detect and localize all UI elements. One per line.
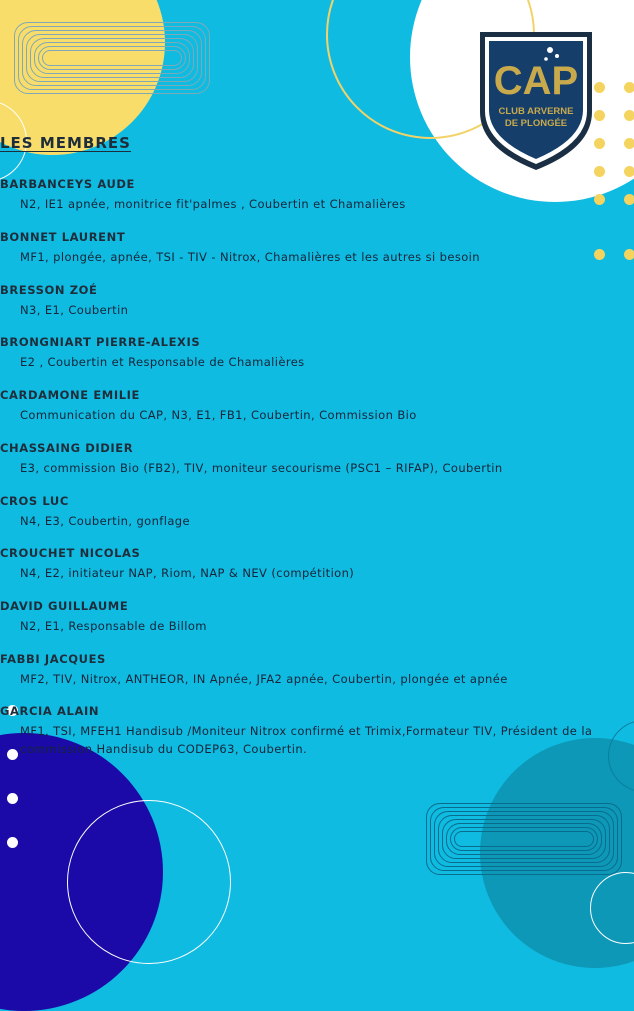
member-desc: E2 , Coubertin et Responsable de Chamalières: [20, 355, 305, 369]
line-pattern-bottom-right: [426, 803, 622, 875]
member-desc: MF1, plongée, apnée, TSI - TIV - Nitrox, Chamalières et les autres si besoin: [20, 250, 480, 264]
logo-line2: DE PLONGÉE: [504, 118, 568, 129]
club-logo: [476, 28, 596, 174]
member-desc: N2, IE1 apnée, monitrice fit'palmes , Coubertin et Chamalières: [20, 197, 406, 211]
member-entry: [0, 494, 634, 530]
member-entry: [0, 177, 634, 213]
member-name: CARDAMONE EMILIE: [0, 388, 140, 402]
member-entry: [0, 704, 634, 758]
member-name: DAVID GUILLAUME: [0, 599, 129, 613]
logo-line1: CLUB ARVERNE: [498, 106, 574, 117]
member-desc: N3, E1, Coubertin: [20, 303, 129, 317]
member-name: GARCIA ALAIN: [0, 704, 100, 718]
logo-letters: CAP: [493, 59, 579, 103]
member-name: BONNET LAURENT: [0, 230, 126, 244]
member-name: CROS LUC: [0, 494, 69, 508]
member-desc: MF2, TIV, Nitrox, ANTHEOR, IN Apnée, JFA2 apnée, Coubertin, plongée et apnée: [20, 672, 508, 686]
member-desc: E3, commission Bio (FB2), TIV, moniteur secourisme (PSC1 – RIFAP), Coubertin: [20, 461, 503, 475]
member-desc: N2, E1, Responsable de Billom: [20, 619, 207, 633]
member-entry: [0, 230, 634, 266]
member-entry: [0, 441, 634, 477]
member-name: FABBI JACQUES: [0, 652, 106, 666]
member-desc: MF1, TSI, MFEH1 Handisub /Moniteur Nitrox confirmé et Trimix,Formateur TIV, Président de la commission Handisub du CODEP63, Coubertin.: [20, 724, 593, 756]
member-name: BRONGNIART PIERRE-ALEXIS: [0, 335, 201, 349]
white-ring-bottom-decoration: [67, 800, 231, 964]
member-entry: [0, 283, 634, 319]
member-entry: [0, 599, 634, 635]
member-entry: [0, 388, 634, 424]
page-title: [0, 134, 634, 152]
shield-icon: [476, 28, 596, 174]
member-name: BRESSON ZOÉ: [0, 283, 98, 297]
member-desc: N4, E3, Coubertin, gonflage: [20, 514, 190, 528]
member-desc: N4, E2, initiateur NAP, Riom, NAP & NEV (compétition): [20, 566, 355, 580]
line-pattern-top-left: [14, 22, 210, 94]
member-desc: Communication du CAP, N3, E1, FB1, Coubertin, Commission Bio: [20, 408, 417, 422]
page-title-text: LES MEMBRES: [0, 134, 131, 152]
member-name: CHASSAING DIDIER: [0, 441, 134, 455]
member-entry: [0, 652, 634, 688]
member-name: CROUCHET NICOLAS: [0, 546, 141, 560]
member-entry: [0, 546, 634, 582]
member-entry: [0, 335, 634, 371]
member-name: BARBANCEYS AUDE: [0, 177, 136, 191]
